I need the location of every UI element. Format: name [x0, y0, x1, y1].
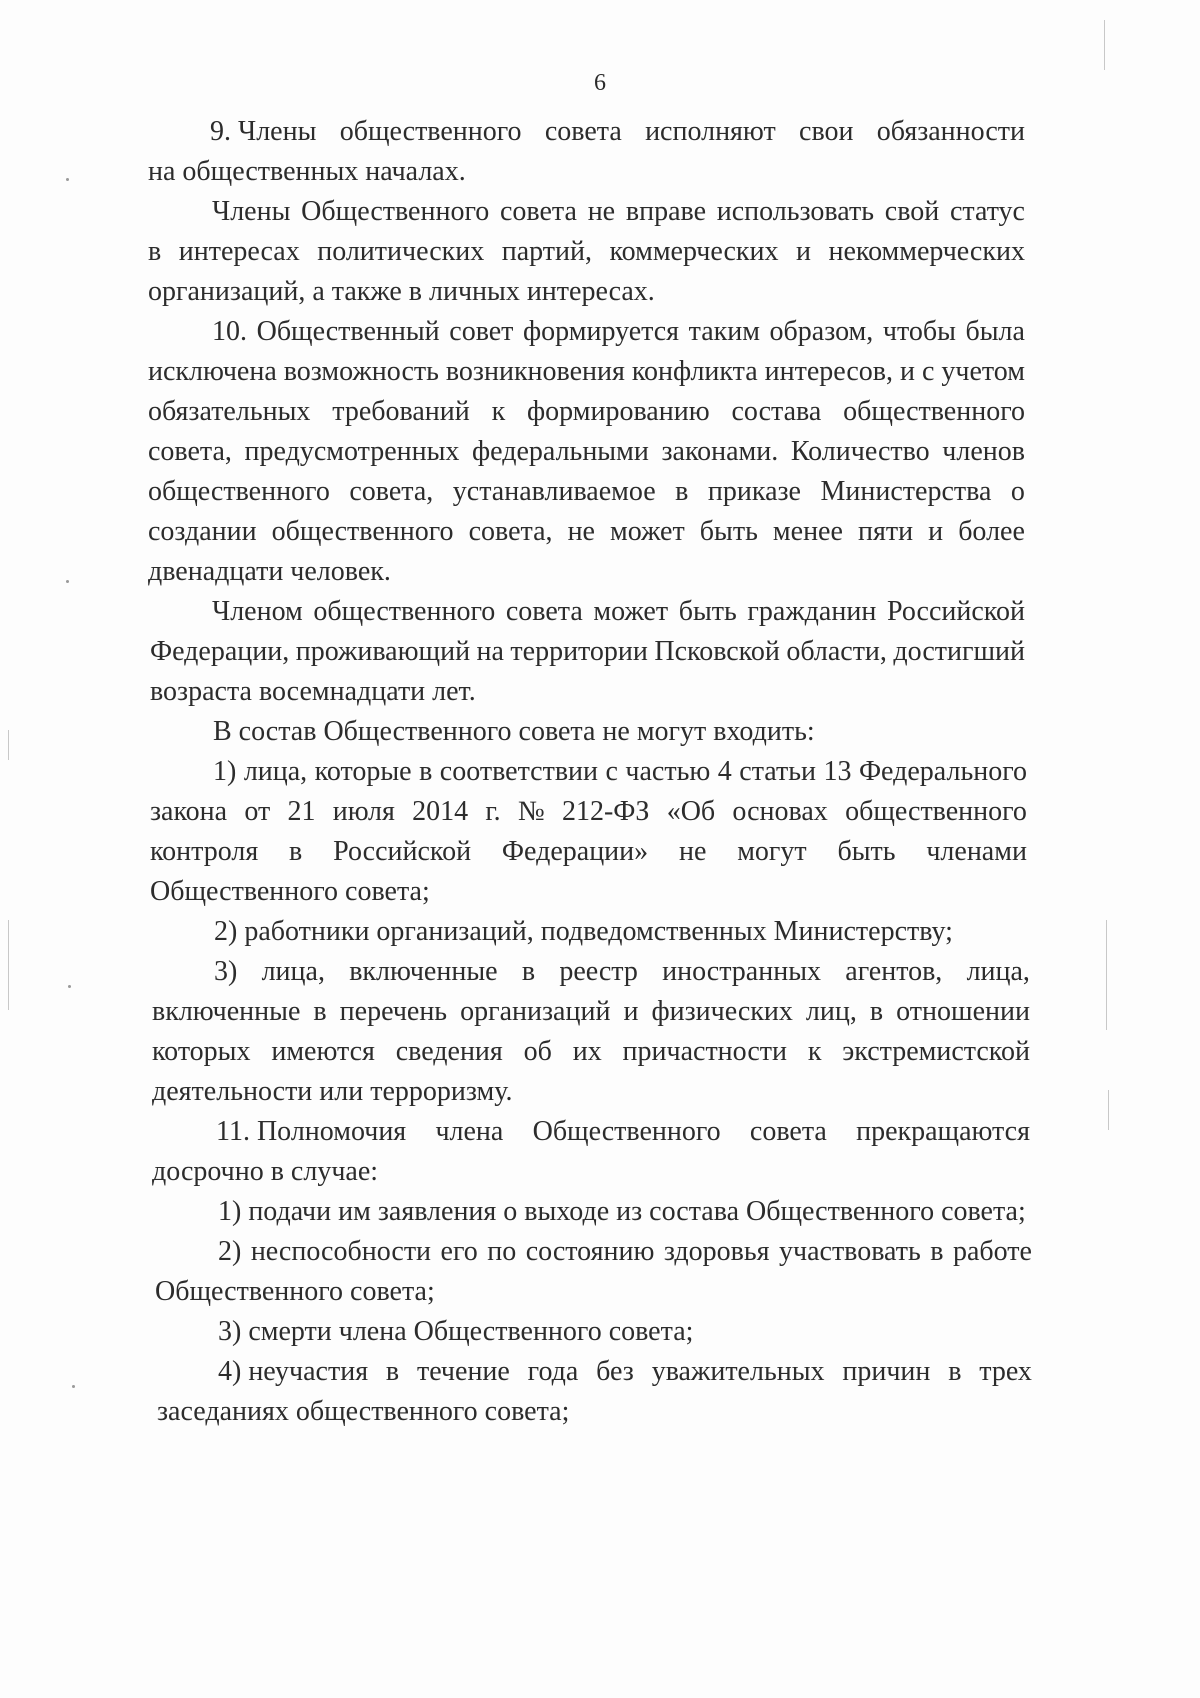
- text-line: [148, 438, 1025, 466]
- word: 4) неучастия: [218, 1356, 369, 1387]
- word: общественного: [271, 516, 454, 547]
- word: состоянию: [525, 1236, 655, 1267]
- text-line: [152, 998, 1030, 1026]
- word: совета: [500, 196, 577, 227]
- word: таким: [688, 316, 760, 347]
- word: может: [593, 596, 669, 627]
- text-line: [213, 758, 1027, 786]
- word: интересах: [178, 236, 300, 267]
- word: Министерства: [820, 476, 992, 507]
- word: основах: [732, 796, 828, 827]
- word: лица,: [966, 956, 1030, 987]
- text-line: [148, 238, 1025, 266]
- word: не: [678, 836, 707, 867]
- word: лиц,: [805, 996, 857, 1027]
- word: июля: [332, 796, 395, 827]
- word: быть: [678, 596, 737, 627]
- word: с: [921, 356, 935, 387]
- word: приказе: [707, 476, 801, 507]
- word: здоровья: [663, 1236, 770, 1267]
- word: перечень: [339, 996, 448, 1027]
- word: Члены: [212, 196, 291, 227]
- word: вправе: [625, 196, 706, 227]
- word: 2): [218, 1236, 242, 1267]
- scan-speck: [68, 985, 71, 988]
- text-line: [212, 318, 1025, 346]
- word: их: [572, 1036, 602, 1067]
- scan-edge-line: [8, 730, 9, 760]
- word: Общественного: [532, 1116, 721, 1147]
- text-line: 3) смерти члена Общественного совета;: [218, 1316, 694, 1347]
- word: состава: [731, 396, 822, 427]
- word: в: [148, 236, 162, 267]
- text-line: [210, 118, 1025, 146]
- text-line: возраста восемнадцати лет.: [150, 676, 476, 707]
- text-line: [212, 198, 1025, 226]
- word: некоммерческих: [828, 236, 1025, 267]
- word: обязательных: [148, 396, 311, 427]
- word: возникновения: [445, 356, 625, 387]
- word: 13: [823, 756, 852, 787]
- word: закона: [150, 796, 228, 827]
- word: Общественного: [301, 196, 490, 227]
- word: отношении: [896, 996, 1030, 1027]
- word: Российской: [886, 596, 1025, 627]
- word: создании: [148, 516, 257, 547]
- text-line: на общественных началах.: [148, 156, 466, 187]
- word: реестр: [559, 956, 638, 987]
- word: в: [313, 996, 327, 1027]
- word: и: [900, 356, 915, 387]
- word: течение: [416, 1356, 510, 1387]
- word: физических: [651, 996, 793, 1027]
- word: члена: [435, 1116, 504, 1147]
- word: общественного: [845, 796, 1027, 827]
- word: партий,: [501, 236, 592, 267]
- word: членами: [926, 836, 1027, 867]
- word: устанавливаемое: [452, 476, 656, 507]
- word: пяти: [857, 516, 914, 547]
- text-line: [216, 1118, 1030, 1146]
- word: в: [419, 756, 433, 787]
- word: совета,: [468, 516, 553, 547]
- word: включенные: [349, 956, 498, 987]
- word: образом,: [769, 316, 874, 347]
- word: сведения: [395, 1036, 503, 1067]
- word: 2014: [412, 796, 469, 827]
- word: совета: [749, 1116, 827, 1147]
- text-line: деятельности или терроризму.: [152, 1076, 513, 1107]
- word: «Об: [666, 796, 716, 827]
- word: в: [869, 996, 884, 1027]
- word: о: [1010, 476, 1025, 507]
- word: была: [965, 316, 1025, 347]
- word: прекращаются: [856, 1116, 1030, 1147]
- word: 10.: [212, 316, 247, 347]
- word: членов: [942, 436, 1025, 467]
- word: к: [491, 396, 506, 427]
- word: статьи: [739, 756, 816, 787]
- text-line: [150, 638, 1025, 666]
- word: участвовать: [779, 1236, 921, 1267]
- word: формируется: [523, 316, 680, 347]
- word: агентов,: [845, 956, 943, 987]
- page-number: 6: [594, 70, 606, 96]
- word: экстремистской: [842, 1036, 1030, 1067]
- word: в: [948, 1356, 962, 1387]
- word: совета: [544, 116, 622, 147]
- word: в: [289, 836, 303, 867]
- word: Общественный: [256, 316, 440, 347]
- word: не: [587, 196, 616, 227]
- word: коммерческих: [609, 236, 779, 267]
- text-line: [148, 358, 1025, 386]
- word: достигший: [893, 636, 1025, 667]
- word: совета,: [148, 436, 232, 467]
- word: учетом: [941, 356, 1025, 387]
- text-line: В состав Общественного совета не могут входить:: [213, 716, 815, 747]
- word: проживающий: [295, 636, 471, 667]
- word: области,: [786, 636, 887, 667]
- word: формированию: [527, 396, 710, 427]
- word: 4: [717, 756, 732, 787]
- word: политических: [317, 236, 485, 267]
- text-line: 2) работники организаций, подведомственных Министерству;: [214, 916, 953, 947]
- text-line: Общественного совета;: [150, 876, 430, 907]
- word: конфликта: [631, 356, 758, 387]
- word: контроля: [150, 836, 259, 867]
- word: Федерального: [858, 756, 1027, 787]
- word: исключена: [148, 356, 277, 387]
- word: может: [610, 516, 685, 547]
- word: федеральными: [472, 436, 649, 467]
- word: общественного: [843, 396, 1025, 427]
- word: которых: [152, 1036, 251, 1067]
- word: №: [517, 796, 545, 827]
- word: Российской: [333, 836, 472, 867]
- word: в: [521, 956, 536, 987]
- word: об: [523, 1036, 552, 1067]
- word: 21: [287, 796, 316, 827]
- word: Федерации,: [150, 636, 290, 667]
- word: статус: [949, 196, 1025, 227]
- scan-edge-line: [1106, 920, 1107, 1030]
- word: лица,: [243, 756, 308, 787]
- word: неспособности: [250, 1236, 432, 1267]
- word: не: [567, 516, 595, 547]
- word: частью: [625, 756, 711, 787]
- word: более: [958, 516, 1025, 547]
- text-line: [218, 1238, 1032, 1266]
- text-line: Общественного совета;: [155, 1276, 435, 1307]
- word: включенные: [152, 996, 301, 1027]
- text-line: заседаниях общественного совета;: [157, 1396, 570, 1427]
- word: чтобы: [882, 316, 956, 347]
- word: совета: [505, 596, 583, 627]
- text-line: [150, 838, 1027, 866]
- word: и: [796, 236, 811, 267]
- word: в: [385, 1356, 400, 1387]
- word: соответствии: [439, 756, 599, 787]
- word: Федерации»: [501, 836, 649, 867]
- word: причин: [842, 1356, 931, 1387]
- word: гражданин: [747, 596, 877, 627]
- word: на: [476, 636, 504, 667]
- scan-speck: [72, 1385, 75, 1388]
- word: свои: [799, 116, 854, 147]
- text-line: [148, 478, 1025, 506]
- scan-edge-line: [8, 920, 9, 1010]
- word: иностранных: [662, 956, 822, 987]
- word: которые: [314, 756, 412, 787]
- word: в: [675, 476, 689, 507]
- text-line: [148, 398, 1025, 426]
- word: уважительных: [651, 1356, 825, 1387]
- word: 3): [214, 956, 238, 987]
- word: к: [807, 1036, 822, 1067]
- word: менее: [772, 516, 843, 547]
- word: по: [487, 1236, 517, 1267]
- word: Количество: [790, 436, 930, 467]
- word: организаций: [460, 996, 611, 1027]
- text-line: двенадцати человек.: [148, 556, 391, 587]
- word: трех: [979, 1356, 1032, 1387]
- word: законами.: [661, 436, 779, 467]
- word: его: [440, 1236, 478, 1267]
- word: 212-ФЗ: [561, 796, 650, 827]
- word: быть: [837, 836, 896, 867]
- word: причастности: [622, 1036, 788, 1067]
- word: с: [605, 756, 618, 787]
- scan-speck: [66, 580, 69, 583]
- word: общественного: [148, 476, 330, 507]
- word: возможность: [283, 356, 439, 387]
- word: г.: [485, 796, 501, 827]
- text-line: [218, 1358, 1032, 1386]
- word: обязанности: [876, 116, 1025, 147]
- word: без: [596, 1356, 634, 1387]
- word: могут: [737, 836, 807, 867]
- word: предусмотренных: [244, 436, 460, 467]
- word: Псковской: [654, 636, 780, 667]
- word: использовать: [716, 196, 874, 227]
- scan-speck: [66, 178, 69, 181]
- word: общественного: [339, 116, 522, 147]
- word: требований: [332, 396, 470, 427]
- text-line: [214, 958, 1030, 986]
- word: территории: [510, 636, 648, 667]
- word: 9. Члены: [210, 116, 317, 147]
- word: и: [928, 516, 944, 547]
- scan-edge-line: [1104, 20, 1105, 70]
- word: от: [244, 796, 271, 827]
- word: свой: [884, 196, 940, 227]
- word: общественного: [313, 596, 496, 627]
- word: лица,: [261, 956, 325, 987]
- word: 11. Полномочия: [216, 1116, 407, 1147]
- word: 1): [213, 756, 237, 787]
- word: быть: [699, 516, 758, 547]
- text-line: [152, 1038, 1030, 1066]
- word: года: [527, 1356, 579, 1387]
- text-line: 1) подачи им заявления о выходе из состава Общественного совета;: [218, 1196, 1026, 1227]
- word: интересов,: [764, 356, 894, 387]
- text-line: досрочно в случае:: [152, 1156, 379, 1187]
- text-line: [150, 798, 1027, 826]
- text-line: [212, 598, 1025, 626]
- word: исполняют: [645, 116, 776, 147]
- word: Членом: [212, 596, 303, 627]
- text-line: организаций, а также в личных интересах.: [148, 276, 655, 307]
- word: совета,: [349, 476, 434, 507]
- text-line: [148, 518, 1025, 546]
- scan-edge-line: [1108, 1090, 1109, 1130]
- word: работе: [952, 1236, 1032, 1267]
- word: и: [623, 996, 639, 1027]
- word: в: [930, 1236, 944, 1267]
- word: имеются: [271, 1036, 375, 1067]
- word: совет: [449, 316, 514, 347]
